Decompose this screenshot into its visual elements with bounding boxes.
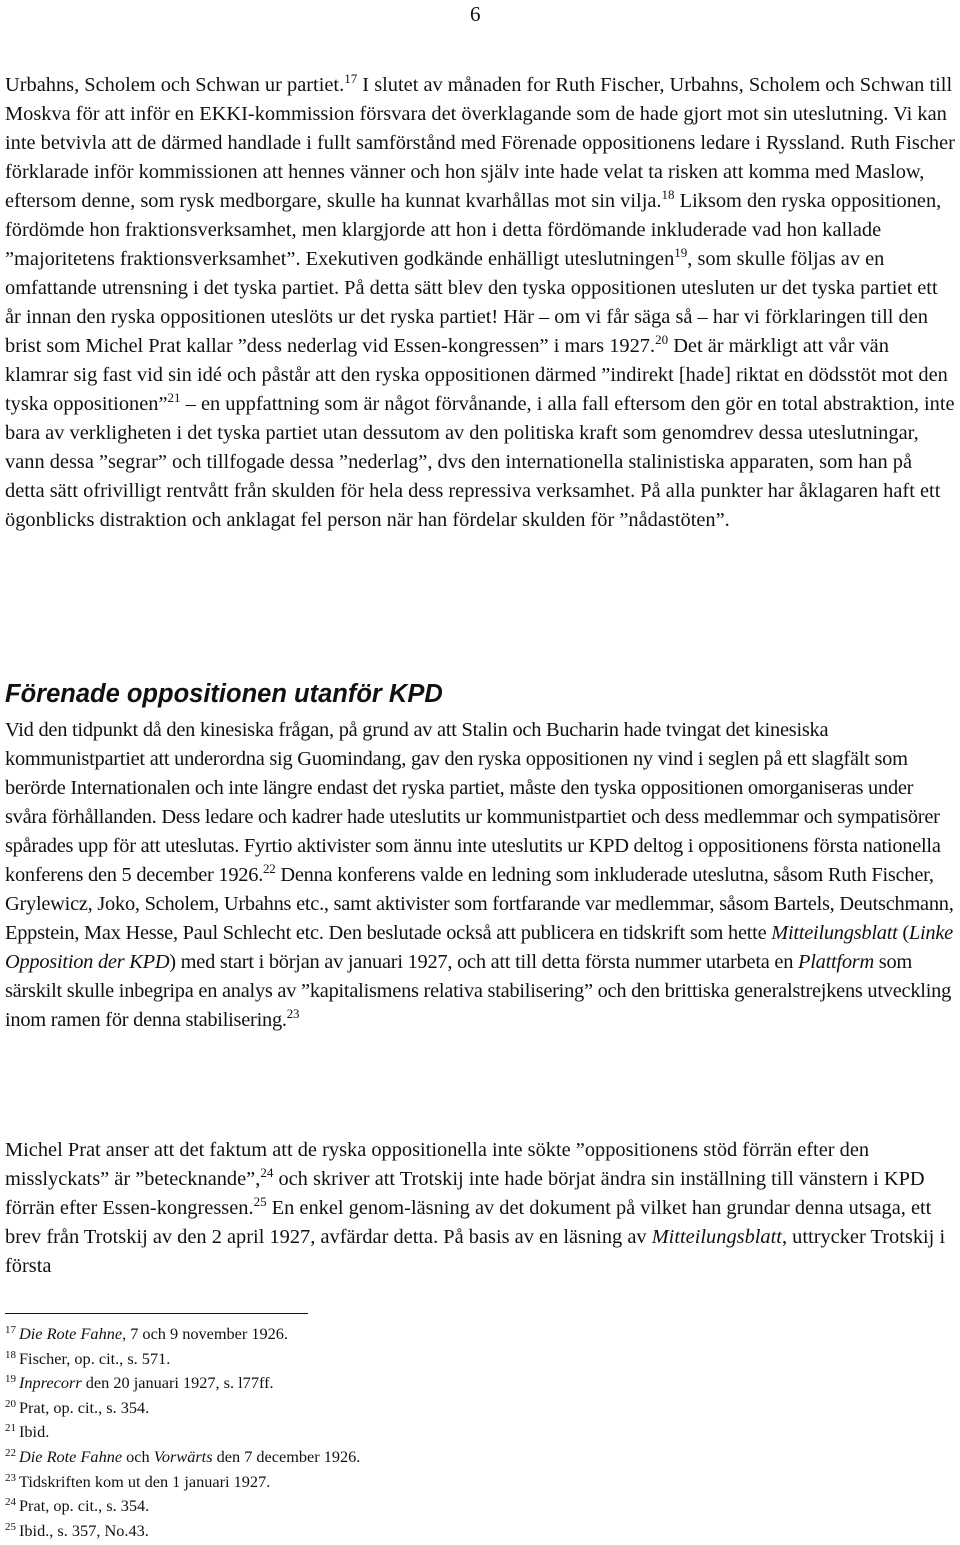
paragraph-2 xyxy=(5,716,955,1035)
text-run: Liksom den ryska oppositionen, fördömde hon fraktionsverksamhet, men klargjorde att hon i detta fördömande inkluderade vad hon kallade ”majoritetens fraktionsverksamhet”. Exekutiven godkände enhälligt uteslutningen xyxy=(5,190,942,270)
footnote-ref-24: 24 xyxy=(260,1165,274,1180)
page-number: 6 xyxy=(470,2,481,26)
text-run: I slutet av månaden for Ruth Fischer, Urbahns, Scholem och Schwan till Moskva för att inför en EKKI-kommission försvara det överklagande som de hade gjort mot sin uteslutning. Vi kan inte betvivla att de därmed handlade i fullt samförstånd med Förenade oppositionens ledare i Ryssland. Ruth Fischer förklarade inför kommissionen att hennes vänner och hon själv inte hade velat ta risken att komma med Maslow, eftersom denne, som rysk medborgare, skulle ha kunnat kvarhållas mot sin vilja. xyxy=(5,74,955,212)
footnote-text: Fischer, op. cit., s. 571. xyxy=(19,1348,171,1368)
footnote-italic: Die Rote Fahne xyxy=(19,1446,123,1466)
footnote-text: Prat, op. cit., s. 354. xyxy=(19,1496,150,1516)
footnote-number: 18 xyxy=(5,1348,16,1361)
footnote-20 xyxy=(5,1396,605,1421)
italic-title: Plattform xyxy=(798,951,874,973)
footnote-17 xyxy=(5,1322,605,1347)
text-run: Det är märkligt att vår vän klamrar sig fast vid sin idé och påstår att den ryska oppositionen därmed ”indirekt [hade] riktat en dödsstöt mot den tyska oppositionen” xyxy=(5,335,948,415)
footnote-italic: Die Rote Fahne xyxy=(19,1324,123,1343)
footnote-number: 22 xyxy=(5,1446,16,1459)
footnote-text: Ibid., s. 357, No.43. xyxy=(19,1520,149,1540)
text-run: , uttrycker Trotskij i första xyxy=(5,1226,946,1277)
text-run: En enkel genom-läsning av det dokument på vilket han grundar denna utsaga, ett brev från Trotskij av den 2 april 1927, avfärdar detta. På basis av en läsning av xyxy=(5,1197,932,1248)
footnote-text: den 7 december 1926. xyxy=(212,1446,361,1466)
footnote-25 xyxy=(5,1519,605,1544)
footnote-text: den 20 januari 1927, s. l77ff. xyxy=(81,1373,274,1393)
footnote-text: Prat, op. cit., s. 354. xyxy=(19,1397,150,1417)
footnote-ref-17: 17 xyxy=(344,71,358,86)
footnote-text: Tidskriften kom ut den 1 januari 1927. xyxy=(19,1471,271,1491)
italic-title: Linke Opposition der KPD xyxy=(5,922,953,973)
footnote-number: 25 xyxy=(5,1520,16,1533)
text-run: Michel Prat anser att det faktum att de ryska oppositionella inte sökte ”oppositionens stöd förrän efter den misslyckats” är ”betecknande”, xyxy=(5,1139,870,1190)
footnote-ref-23: 23 xyxy=(286,1006,300,1021)
text-run: och skriver att Trotskij inte hade börjat ändra sin inställning till vänstern i KPD förrän efter Essen-kongressen. xyxy=(5,1168,925,1219)
text-run: – en uppfattning som är något förvånande, i alla fall eftersom den gör en total abstraktion, inte bara av verkligheten i det tyska partiet utan dessutom av den politiska kraft som genomdrev dessa uteslutningar, vann dessa ”segrar” och tillfogade dessa ”nederlag”, dvs den internationella stalinistiska apparaten, som han på detta sätt ofrivilligt rentvått från skulden för hela dess repressiva verksamhet. På alla punkter har åklagaren haft ett ögonblicks distraktion och anklagat fel person när han fördelar skulden för ”nådastöten”. xyxy=(5,393,955,531)
text-run: ( xyxy=(897,922,909,944)
footnote-ref-25: 25 xyxy=(253,1194,267,1209)
footnote-number: 24 xyxy=(5,1496,16,1509)
text-run: Vid den tidpunkt då den kinesiska frågan, på grund av att Stalin och Bucharin hade tvingat det kinesiska kommunistpartiet att underordna sig Guomindang, gav den ryska oppositionen ny vind i seglen på ett slagfält som berörde Internationalen och inte längre endast det ryska partiet, måste den tyska oppositionen omorganiseras under svåra förhållanden. Dess ledare och kadrer hade uteslutits ur kommunistpartiet och dess medlemmar och sympatisörer spårades upp för att uteslutas. Fyrtio aktivister som ännu inte uteslutits ur KPD deltog i oppositionens första nationella konferens den 5 december 1926. xyxy=(5,719,941,886)
footnote-separator xyxy=(5,1313,308,1314)
footnote-21 xyxy=(5,1420,605,1445)
footnote-number: 20 xyxy=(5,1397,16,1410)
footnote-18 xyxy=(5,1347,605,1372)
footnote-italic: Inprecorr xyxy=(19,1373,82,1393)
footnote-ref-21: 21 xyxy=(167,390,181,405)
footnote-22 xyxy=(5,1445,605,1470)
footnote-number: 17 xyxy=(5,1324,16,1336)
footnote-24 xyxy=(5,1494,605,1519)
footnote-text: och xyxy=(122,1446,154,1466)
paragraph-3 xyxy=(5,1136,955,1281)
footnote-text: Ibid. xyxy=(19,1422,50,1442)
paragraph-1 xyxy=(5,71,955,535)
footnote-number: 23 xyxy=(5,1471,16,1484)
footnote-23 xyxy=(5,1470,605,1495)
text-run: Urbahns, Scholem och Schwan ur partiet. xyxy=(5,74,345,96)
footnote-number: 19 xyxy=(5,1373,16,1386)
footnote-19 xyxy=(5,1371,605,1396)
footnote-ref-22: 22 xyxy=(263,861,276,876)
footnote-text: , 7 och 9 november 1926. xyxy=(122,1324,289,1343)
text-run: ) med start i början av januari 1927, och att till detta första nummer utarbeta en xyxy=(169,951,799,973)
section-heading: Förenade oppositionen utanför KPD xyxy=(5,680,443,708)
italic-title: Mitteilungsblatt xyxy=(771,922,898,944)
footnote-ref-20: 20 xyxy=(655,332,669,347)
footnote-ref-19: 19 xyxy=(674,245,688,260)
footnote-italic: Vorwärts xyxy=(153,1446,213,1466)
text-run: Denna konferens valde en ledning som inkluderade uteslutna, såsom Ruth Fischer, Grylewicz, Joko, Scholem, Urbahns etc., samt aktivister som fortfarande var medlemmar, såsom Bartels, Deutschmann, Eppstein, Max Hesse, Paul Schlecht etc. Den beslutade också att publicera en tidskrift som hette xyxy=(5,864,954,944)
text-run: som särskilt skulle inbegripa en analys av ”kapitalismens relativa stabilisering” och den brittiska generalstrejkens utveckling inom ramen för denna stabilisering. xyxy=(5,951,952,1031)
footnote-ref-18: 18 xyxy=(661,187,675,202)
text-run: , som skulle följas av en omfattande utrensning i det tyska partiet. På detta sätt blev den tyska oppositionen utesluten ur det tyska partiet ett år innan den ryska oppositionen uteslöts ur det ryska partiet! Här – om vi får säga så – har vi förklaringen till den brist som Michel Prat kallar ”dess nederlag vid Essen-kongressen” i mars 1927. xyxy=(5,248,938,357)
italic-title: Mitteilungsblatt xyxy=(651,1226,782,1248)
footnote-list xyxy=(5,1322,605,1543)
footnote-number: 21 xyxy=(5,1422,16,1435)
